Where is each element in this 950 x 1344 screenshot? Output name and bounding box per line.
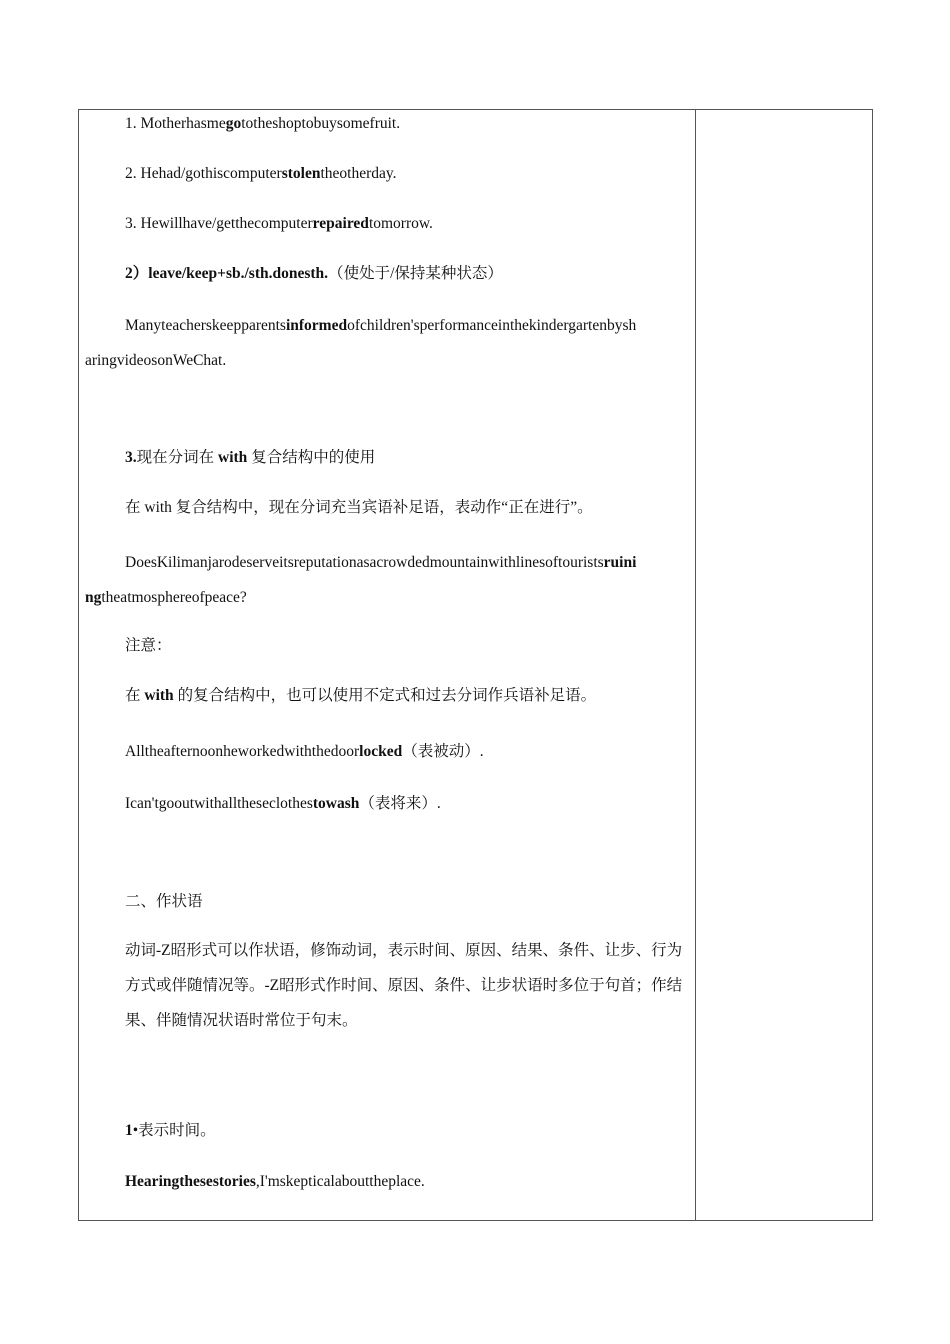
example-line-5b: ngtheatmosphereofpeace? bbox=[85, 589, 247, 606]
subheading-leave-keep: 2）leave/keep+sb./sth.donesth.（使处于/保持某种状态） bbox=[125, 265, 503, 282]
example-line-7: Ican'tgooutwithalltheseclothestowash（表将来）. bbox=[125, 795, 441, 812]
example-line-2: 2. Hehad/gothiscomputerstolentheotherday. bbox=[125, 165, 397, 182]
section-heading-adverbial: 二、作状语 bbox=[125, 893, 203, 910]
example-line-8: Hearingthesestories,I'mskepticalabouttheplace. bbox=[125, 1173, 425, 1190]
adverbial-explanation: 动词-Z昭形式可以作状语，修饰动词，表示时间、原因、结果、条件、让步、行为方式或伴随情况等。-Z昭形式作时间、原因、条件、让步状语时多位于句首；作结果、伴随情况状语时常位于句末。 bbox=[125, 942, 683, 1029]
subheading-time: 1•表示时间。 bbox=[125, 1122, 216, 1139]
explanation-with: 在 with 复合结构中，现在分词充当宾语补足语，表动作“正在进行”。 bbox=[125, 499, 593, 516]
note-text: 在 with 的复合结构中，也可以使用不定式和过去分词作兵语补足语。 bbox=[125, 687, 597, 704]
example-line-6: Alltheafternoonheworkedwiththedoorlocked（表被动）. bbox=[125, 743, 484, 760]
column-divider bbox=[695, 110, 696, 1220]
example-line-4a: Manyteacherskeepparentsinformedofchildren'sperformanceinthekindergartenbysh bbox=[125, 317, 637, 334]
section-heading-with: 3.现在分词在 with 复合结构中的使用 bbox=[125, 449, 376, 466]
example-line-4b: aringvideosonWeChat. bbox=[85, 352, 227, 369]
example-line-1: 1. Motherhasmegototheshoptobuysomefruit. bbox=[125, 115, 401, 132]
example-line-3: 3. Hewillhave/getthecomputerrepairedtomorrow. bbox=[125, 215, 433, 232]
example-line-5a: DoesKilimanjarodeserveitsreputationasacrowdedmountainwithlinesoftouristsruini bbox=[125, 554, 637, 571]
content-table bbox=[78, 109, 873, 1221]
note-label: 注意： bbox=[125, 637, 172, 654]
